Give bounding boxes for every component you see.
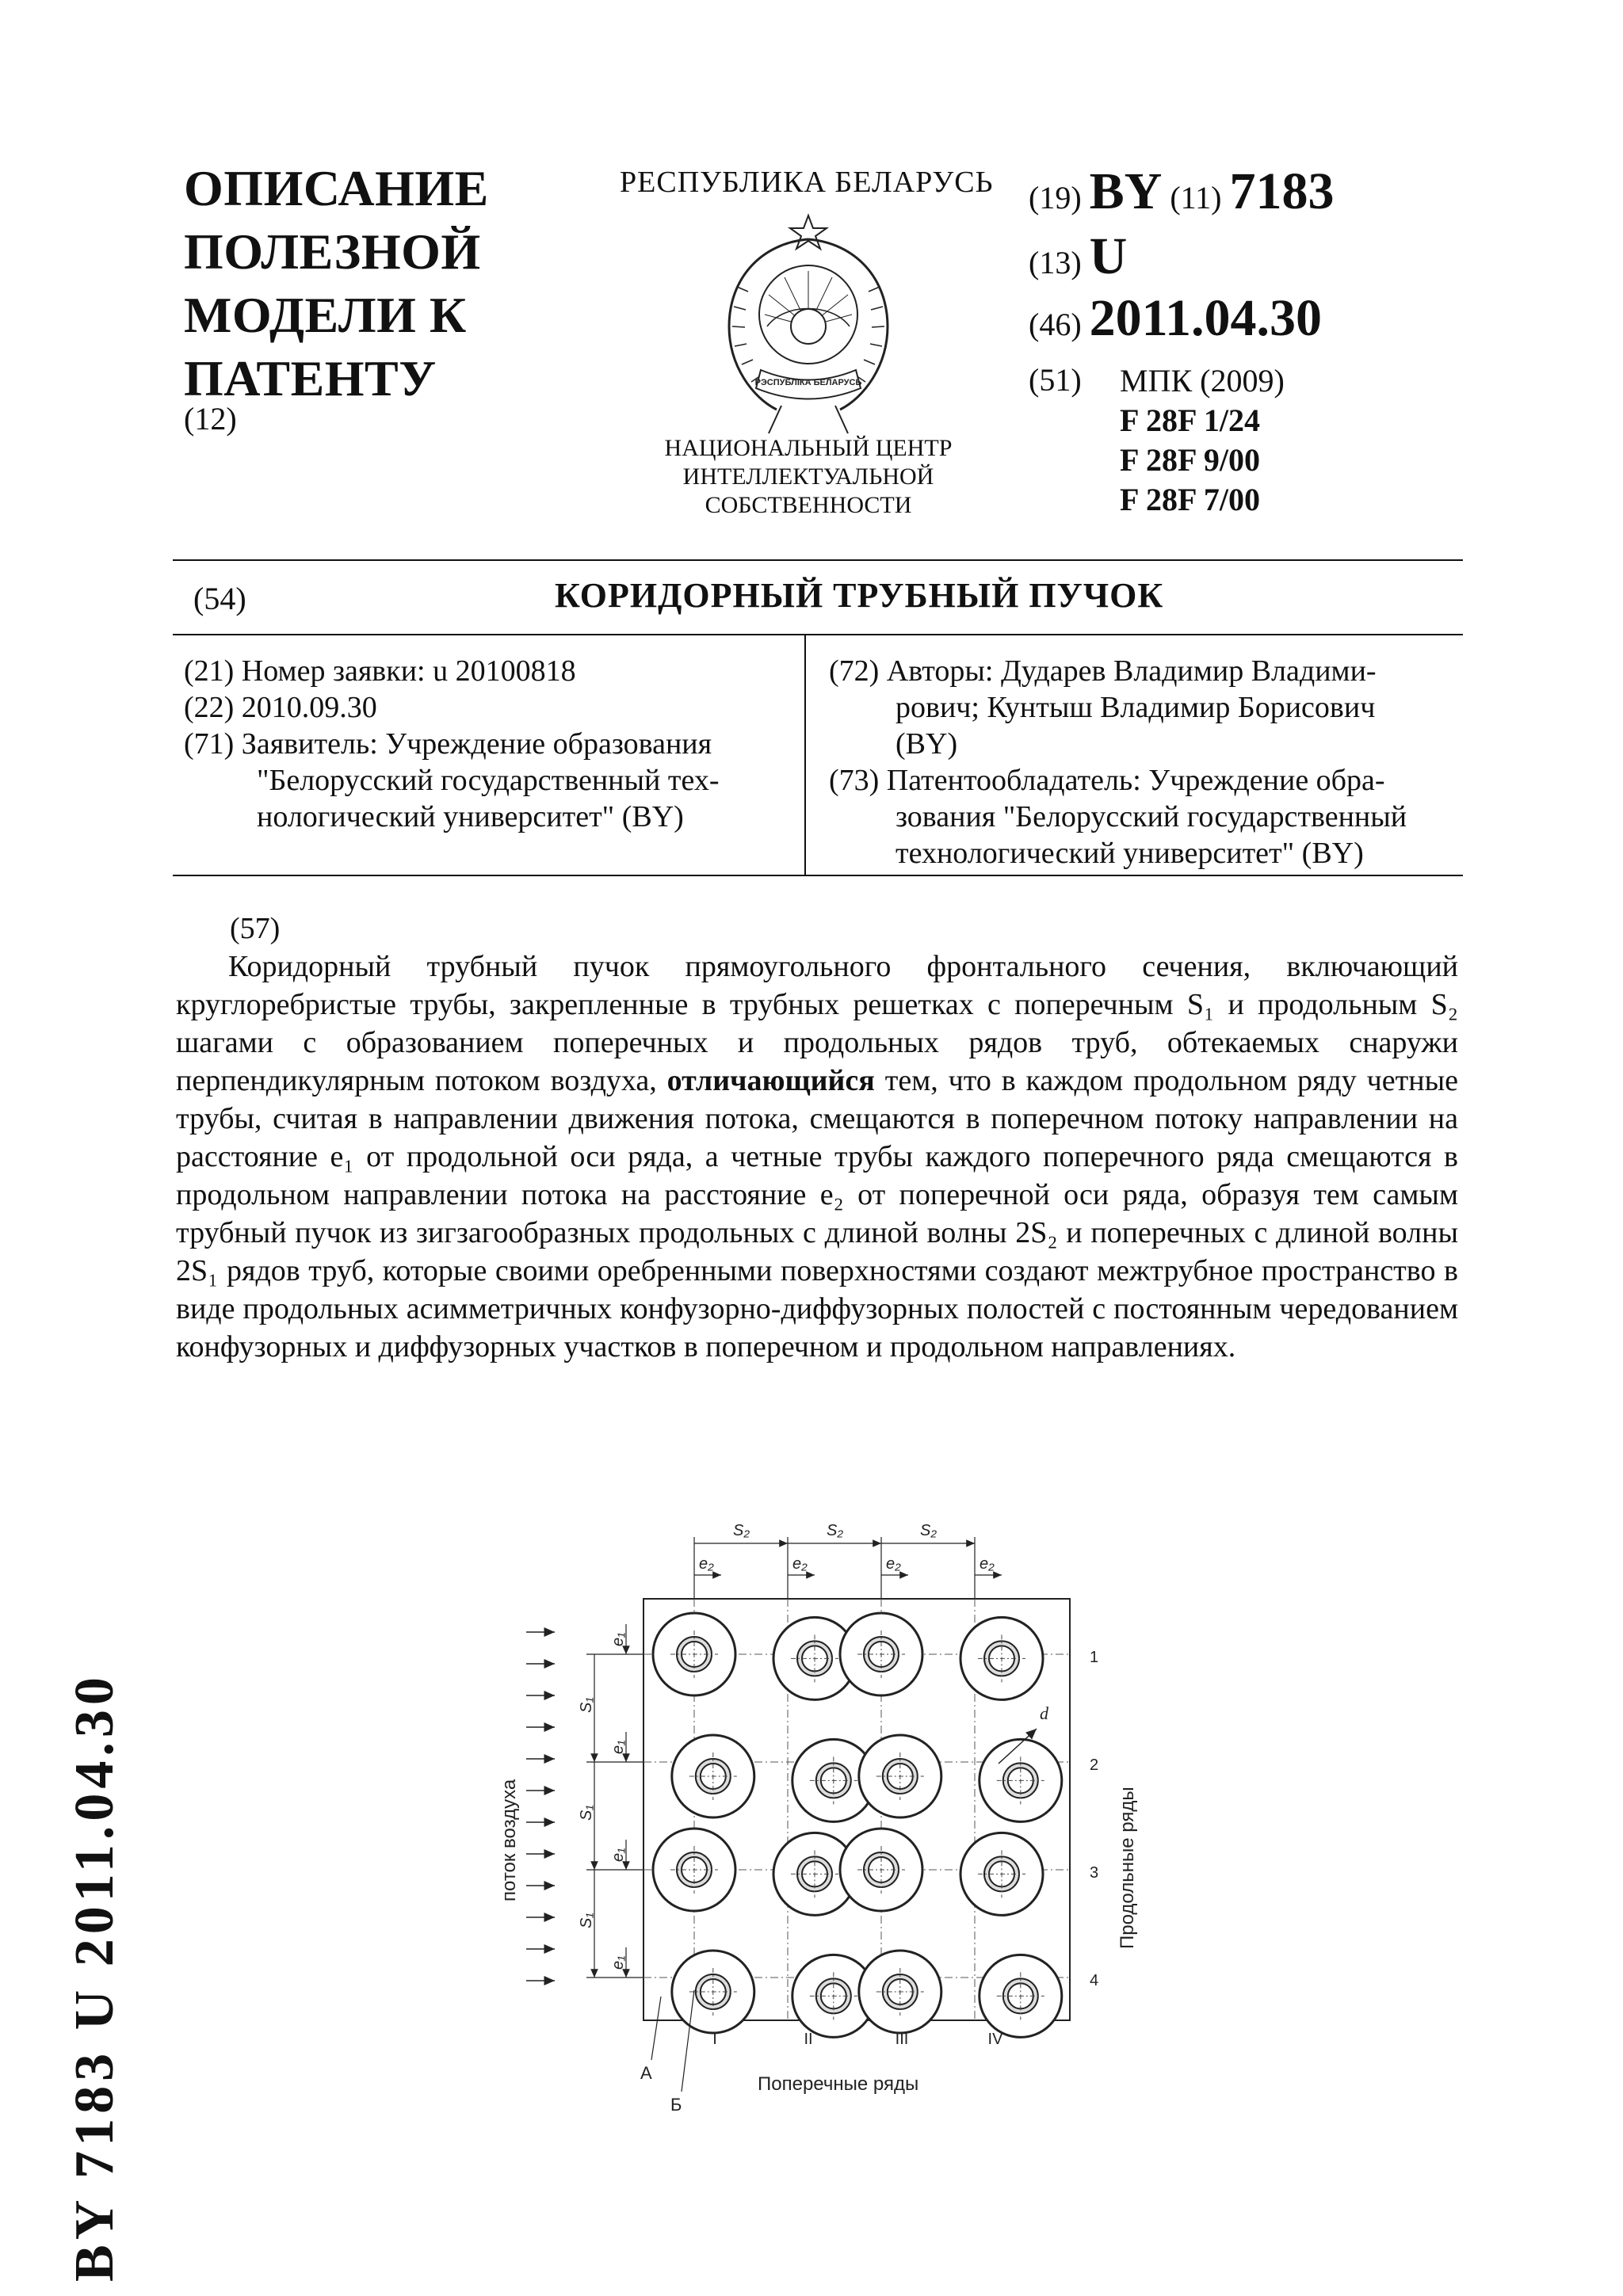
doc-type-line: МОДЕЛИ К [184, 287, 467, 343]
center-line: ИНТЕЛЛЕКТУАЛЬНОЙ [682, 463, 934, 490]
label-b: Б [670, 2095, 682, 2115]
biblio-left [184, 653, 786, 835]
divider-biblio [173, 875, 1463, 876]
code-51: (51) [1029, 362, 1082, 398]
side-publication-label: BY 7183 U 2011.04.30 [64, 1672, 125, 2282]
dim-e1-label: e₁ [609, 1848, 627, 1862]
airflow-label: поток воздуха [498, 1779, 520, 1901]
filing-date: (22) 2010.09.30 [184, 691, 377, 724]
code-11: (11) [1170, 180, 1222, 215]
finned-tube [859, 1951, 941, 2033]
row-number: 1 [1090, 1649, 1099, 1666]
label-a-leader [651, 1997, 661, 2060]
row-number: 2 [1090, 1756, 1099, 1774]
doc-type-line: ПАТЕНТУ [184, 350, 437, 406]
claim-text [176, 948, 1458, 1366]
finned-tube [960, 1833, 1043, 1915]
ipc-block [1120, 361, 1285, 520]
dim-s2-label: S₂ [920, 1522, 937, 1539]
utility-model-title: КОРИДОРНЫЙ ТРУБНЫЙ ПУЧОК [555, 576, 1164, 615]
dim-e1-label: e₁ [609, 1740, 627, 1754]
column-numeral: IV [987, 2031, 1003, 2048]
finned-tube [980, 1955, 1062, 2037]
applicant-line: "Белорусский государственный тех- [257, 764, 720, 797]
finned-tube [960, 1617, 1043, 1699]
national-center-name [634, 434, 983, 520]
finned-tube [653, 1613, 735, 1695]
center-line: СОБСТВЕННОСТИ [705, 492, 912, 518]
emblem-text: РЭСПУБЛІКА БЕЛАРУСЬ [754, 378, 862, 387]
finned-tube [653, 1829, 735, 1911]
ipc-class: F 28F 7/00 [1120, 482, 1261, 517]
divider-title [173, 634, 1463, 635]
kind-code: U [1089, 227, 1128, 285]
patent-holder-line: (73) Патентообладатель: Учреждение обра- [829, 764, 1385, 797]
doc-type-line: ПОЛЕЗНОЙ [184, 223, 481, 280]
dim-e2-label: e₂ [886, 1555, 901, 1573]
finned-tube [859, 1735, 941, 1817]
longitudinal-rows-label: Продольные ряды [1117, 1787, 1138, 1949]
claim-text-part: тем, что в каждом продольном ряду четные трубы, считая в направлении движения потока, смещаются в поперечном потоку направлении на расстояние e₁ от продольной оси ряда, а четные трубы каждого поперечного ряда смещаются в продольном направлении потока на расстояние e₂ от поперечной оси ряда, образуя тем самым трубный пучок из зигзагообразных продольных с длиной волны 2S₂ и поперечных с длиной волны 2S₁ рядов труб, которые своими оребренными поверхностями создают межтрубное пространство в виде продольных асимметричных конфузорно-диффузорных полостей с постоянным чередованием конфузорных и диффузорных участков в поперечном и продольном направлениях. [176, 1064, 1458, 1363]
code-12: (12) [184, 401, 237, 437]
doc-type-line: ОПИСАНИЕ [184, 160, 489, 216]
divider-top [173, 559, 1463, 561]
authors-line: рович; Кунтыш Владимир Борисович [896, 691, 1376, 724]
authors-line: (72) Авторы: Дударев Владимир Владими- [829, 654, 1377, 688]
republic-name: РЕСПУБЛИКА БЕЛАРУСЬ [620, 166, 994, 199]
dim-s2-label: S₂ [733, 1522, 750, 1539]
label-a: А [640, 2063, 652, 2083]
row-number: 4 [1090, 1972, 1099, 1989]
country-code: BY [1089, 162, 1163, 220]
applicant-line: (71) Заявитель: Учреждение образования [184, 727, 712, 761]
code-19: (19) [1029, 180, 1082, 215]
dim-s2-label: S₂ [827, 1522, 843, 1539]
dim-e2-label: e₂ [980, 1555, 995, 1573]
dim-e2-label: e₂ [792, 1555, 808, 1573]
finned-tube [840, 1829, 922, 1911]
publication-codes [1029, 162, 1361, 368]
airflow-arrows [526, 1632, 555, 1981]
authors-line: (BY) [896, 727, 958, 761]
publication-date: 2011.04.30 [1089, 289, 1322, 347]
code-57: (57) [230, 912, 281, 945]
applicant-line: нологический университет" (BY) [257, 800, 684, 833]
center-line: НАЦИОНАЛЬНЫЙ ЦЕНТР [664, 435, 953, 461]
claim-text-part: Коридорный трубный пучок прямоугольного фронтального сечения, включающий круглоребристые трубы, закрепленные в трубных решетках с поперечным S₁ и продольным S₂ шагами с образованием поперечных и продольных рядов труб, обтекаемых снаружи перпендикулярным потоком воздуха, [176, 950, 1458, 1097]
finned-tube [672, 1951, 754, 2033]
tube-bundle-figure [475, 1505, 1173, 2218]
finned-tube [980, 1739, 1062, 1821]
dim-s1-label: S₁ [578, 1697, 595, 1713]
column-numeral: I [712, 2031, 717, 2048]
ipc-class: F 28F 1/24 [1120, 402, 1261, 438]
code-54: (54) [193, 581, 246, 616]
dim-e1-label: e₁ [609, 1632, 627, 1646]
dim-e2-label: e₂ [699, 1555, 714, 1573]
dim-s1-label: S₁ [578, 1805, 595, 1821]
application-number: (21) Номер заявки: u 20100818 [184, 654, 576, 688]
patent-number: 7183 [1229, 162, 1335, 220]
claim-keyword: отличающийся [666, 1064, 875, 1097]
row-number: 3 [1090, 1864, 1099, 1882]
code-46: (46) [1029, 307, 1082, 342]
top-dimensions [694, 1537, 1002, 1599]
column-divider [804, 635, 806, 875]
patent-holder-line: зования "Белорусский государственный [896, 800, 1407, 833]
column-numeral: III [895, 2031, 909, 2048]
code-13: (13) [1029, 245, 1082, 280]
diameter-label: d [1040, 1703, 1048, 1723]
finned-tube [672, 1735, 754, 1817]
patent-holder-line: технологический университет" (BY) [896, 837, 1364, 870]
column-numeral: II [804, 2031, 813, 2048]
transverse-rows-label: Поперечные ряды [758, 2073, 919, 2095]
ipc-label: МПК (2009) [1120, 363, 1285, 399]
state-emblem-icon [705, 208, 911, 437]
dim-s1-label: S₁ [578, 1913, 595, 1928]
ipc-class: F 28F 9/00 [1120, 442, 1261, 478]
document-type-title [184, 157, 489, 410]
dim-e1-label: e₁ [609, 1955, 627, 1970]
finned-tube [840, 1613, 922, 1695]
tube-array [653, 1613, 1062, 2037]
biblio-right [829, 653, 1455, 871]
